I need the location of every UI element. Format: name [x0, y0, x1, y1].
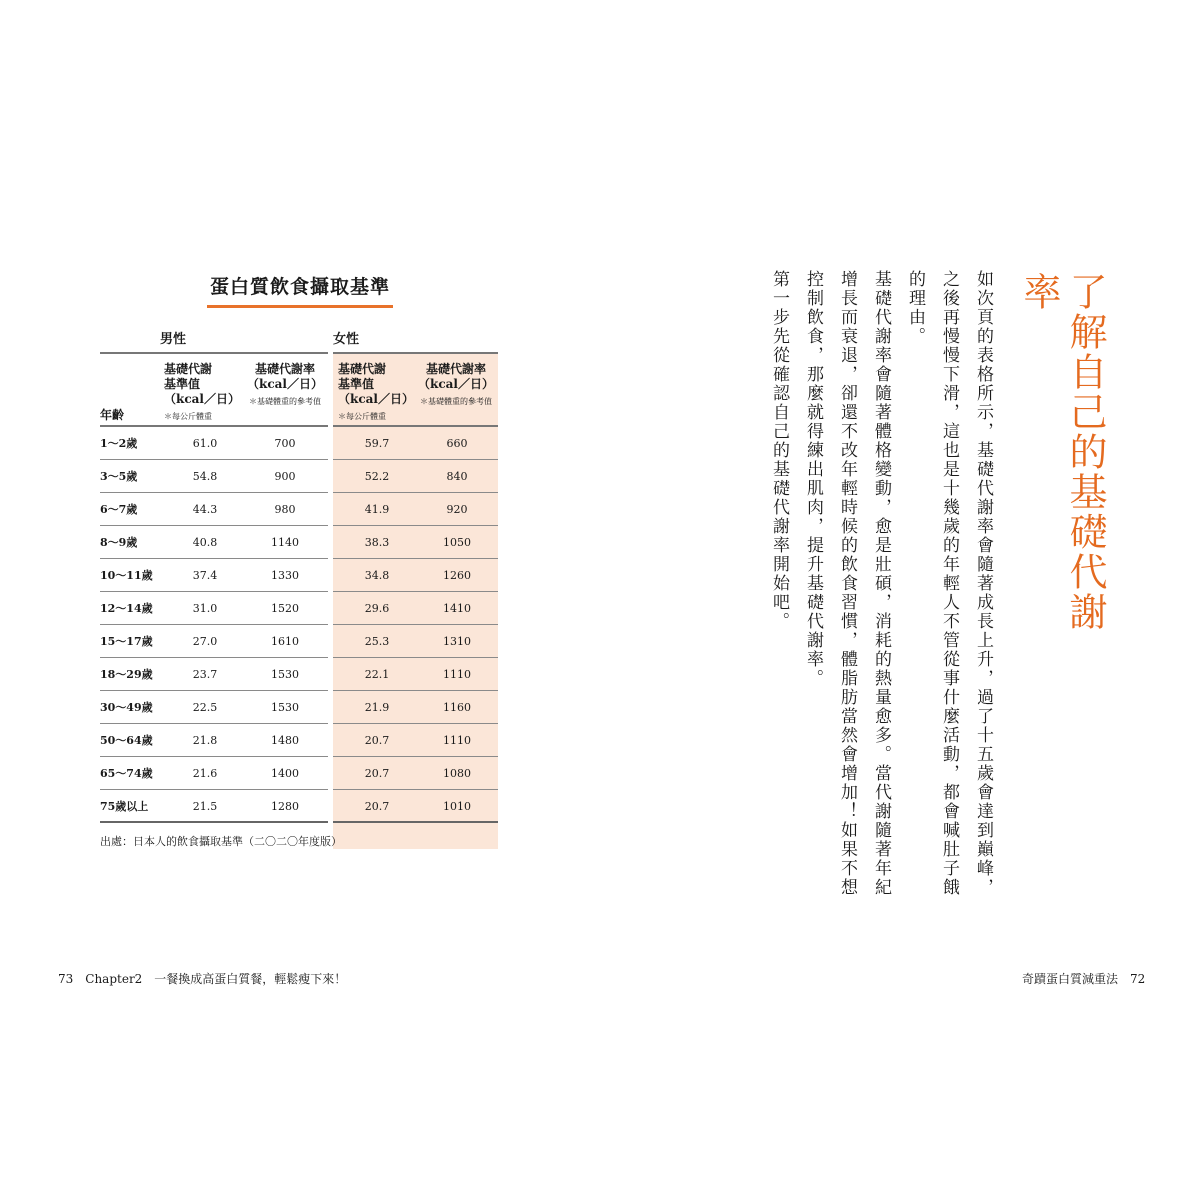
female-bmr-cell: 1410 — [443, 602, 471, 615]
male-bmr-value-label: 基礎代謝 基準值 （kcal／日） — [164, 362, 240, 406]
table-row — [100, 658, 498, 691]
female-bmr-value-cell: 22.1 — [364, 668, 390, 681]
table-row — [100, 526, 498, 559]
table-row — [100, 559, 498, 592]
female-bmr-value-cell: 41.9 — [364, 503, 390, 516]
age-cell: 18～29歲 — [100, 668, 153, 681]
female-bmr-cell: 1050 — [443, 536, 471, 549]
male-column-header: 男性 — [160, 332, 187, 347]
male-bmr-cell: 1610 — [271, 635, 299, 648]
female-bmr-value-cell: 59.7 — [364, 437, 390, 450]
table-row — [100, 790, 498, 823]
male-bmr-value-cell: 21.5 — [192, 800, 218, 813]
male-bmr-value-cell: 40.8 — [192, 536, 218, 549]
male-bmr-value-cell: 21.8 — [192, 734, 218, 747]
male-bmr-value-cell: 44.3 — [192, 503, 218, 516]
female-bmr-cell: 840 — [446, 470, 468, 483]
age-cell: 3～5歲 — [100, 470, 138, 483]
male-bmr-value-note: ＊每公斤體重 — [164, 412, 212, 421]
male-bmr-cell: 1140 — [271, 536, 299, 549]
male-bmr-value-cell: 61.0 — [192, 437, 218, 450]
male-bmr-cell: 1480 — [271, 734, 299, 747]
female-bmr-value-cell: 21.9 — [364, 701, 390, 714]
male-bmr-value-header — [164, 362, 244, 424]
female-bmr-note: ＊基礎體重的參考值 — [420, 397, 492, 406]
male-bmr-cell: 980 — [274, 503, 296, 516]
female-bmr-value-cell: 20.7 — [364, 734, 390, 747]
paragraph: 第一步先從確認自己的基礎代謝率開始吧。 — [769, 270, 789, 631]
male-bmr-note: ＊基礎體重的參考值 — [249, 397, 321, 406]
table-row — [100, 691, 498, 724]
header-rule-male — [100, 352, 328, 354]
female-bmr-cell: 1310 — [443, 635, 471, 648]
male-bmr-value-cell: 31.0 — [192, 602, 218, 615]
female-column-header: 女性 — [333, 332, 360, 347]
female-bmr-value-cell: 52.2 — [364, 470, 390, 483]
male-bmr-cell: 1520 — [271, 602, 299, 615]
age-cell: 30～49歲 — [100, 701, 153, 714]
age-cell: 10～11歲 — [100, 569, 153, 582]
female-bmr-value-cell: 20.7 — [364, 767, 390, 780]
age-cell: 1～2歲 — [100, 437, 138, 450]
female-bmr-value-cell: 25.3 — [364, 635, 390, 648]
male-bmr-cell: 1530 — [271, 668, 299, 681]
female-bmr-cell: 1260 — [443, 569, 471, 582]
table-row — [100, 427, 498, 460]
female-bmr-value-header — [338, 362, 418, 424]
female-bmr-label: 基礎代謝率 （kcal／日） — [418, 362, 494, 391]
source-note: 出處：日本人的飲食攝取基準（二〇二〇年度版） — [100, 835, 342, 848]
age-cell: 15～17歲 — [100, 635, 153, 648]
footer-right-page: 奇蹟蛋白質減重法 72 — [1022, 972, 1146, 986]
table-row — [100, 592, 498, 625]
age-cell: 65～74歲 — [100, 767, 153, 780]
age-cell: 50～64歲 — [100, 734, 153, 747]
age-cell: 8～9歲 — [100, 536, 138, 549]
female-bmr-value-cell: 29.6 — [364, 602, 390, 615]
age-column-header: 年齡 — [100, 408, 125, 422]
female-bmr-value-cell: 20.7 — [364, 800, 390, 813]
female-bmr-cell: 1010 — [443, 800, 471, 813]
male-bmr-value-cell: 22.5 — [192, 701, 218, 714]
female-bmr-cell: 1110 — [443, 668, 471, 681]
male-bmr-header — [240, 362, 330, 409]
male-bmr-value-cell: 37.4 — [192, 569, 218, 582]
age-cell: 6～7歲 — [100, 503, 138, 516]
footer-left-page: 73 Chapter2 一餐換成高蛋白質餐，輕鬆瘦下來！ — [58, 972, 347, 986]
male-bmr-cell: 1400 — [271, 767, 299, 780]
female-bmr-cell: 660 — [446, 437, 468, 450]
table-row — [100, 757, 498, 790]
table-body — [100, 427, 498, 823]
female-bmr-cell: 1160 — [443, 701, 471, 714]
male-bmr-value-cell: 54.8 — [192, 470, 218, 483]
male-bmr-value-cell: 27.0 — [192, 635, 218, 648]
table-row — [100, 625, 498, 658]
table-row — [100, 460, 498, 493]
paragraph: 基礎代謝率會隨著體格變動，愈是壯碩，消耗的熱量愈多。當代謝隨著年紀增長而衰退，卻還不改年輕時候的飲食習慣，體脂肪當然會增加！如果不想控制飲食，那麼就得練出肌肉，提升基礎代謝率。 — [803, 270, 891, 897]
row-rule — [100, 821, 328, 823]
row-rule — [333, 821, 498, 823]
table-row — [100, 493, 498, 526]
age-cell: 75歲以上 — [100, 800, 149, 813]
male-bmr-cell: 700 — [274, 437, 296, 450]
male-bmr-cell: 1330 — [271, 569, 299, 582]
female-bmr-cell: 1080 — [443, 767, 471, 780]
female-bmr-header — [414, 362, 498, 409]
header-rule-female — [333, 352, 498, 354]
table-row — [100, 724, 498, 757]
male-bmr-cell: 1280 — [271, 800, 299, 813]
female-bmr-value-note: ＊每公斤體重 — [338, 412, 386, 421]
female-bmr-value-cell: 38.3 — [364, 536, 390, 549]
paragraph: 如次頁的表格所示，基礎代謝率會隨著成長上升，過了十五歲會達到巔峰，之後再慢慢下滑，這也是十幾歲的年輕人不管從事什麼活動，都會喊肚子餓的理由。 — [905, 270, 993, 897]
female-bmr-value-cell: 34.8 — [364, 569, 390, 582]
table-title: 蛋白質飲食攝取基準 — [207, 272, 393, 308]
male-bmr-cell: 900 — [274, 470, 296, 483]
male-bmr-value-cell: 23.7 — [192, 668, 218, 681]
female-bmr-cell: 920 — [446, 503, 468, 516]
male-bmr-value-cell: 21.6 — [192, 767, 218, 780]
male-bmr-cell: 1530 — [271, 701, 299, 714]
female-bmr-value-label: 基礎代謝 基準值 （kcal／日） — [338, 362, 414, 406]
male-bmr-label: 基礎代謝率 （kcal／日） — [247, 362, 323, 391]
body-text — [769, 270, 1000, 910]
female-bmr-cell: 1110 — [443, 734, 471, 747]
age-cell: 12～14歲 — [100, 602, 153, 615]
section-heading: 了解自己的基礎代謝率 — [1017, 272, 1107, 632]
